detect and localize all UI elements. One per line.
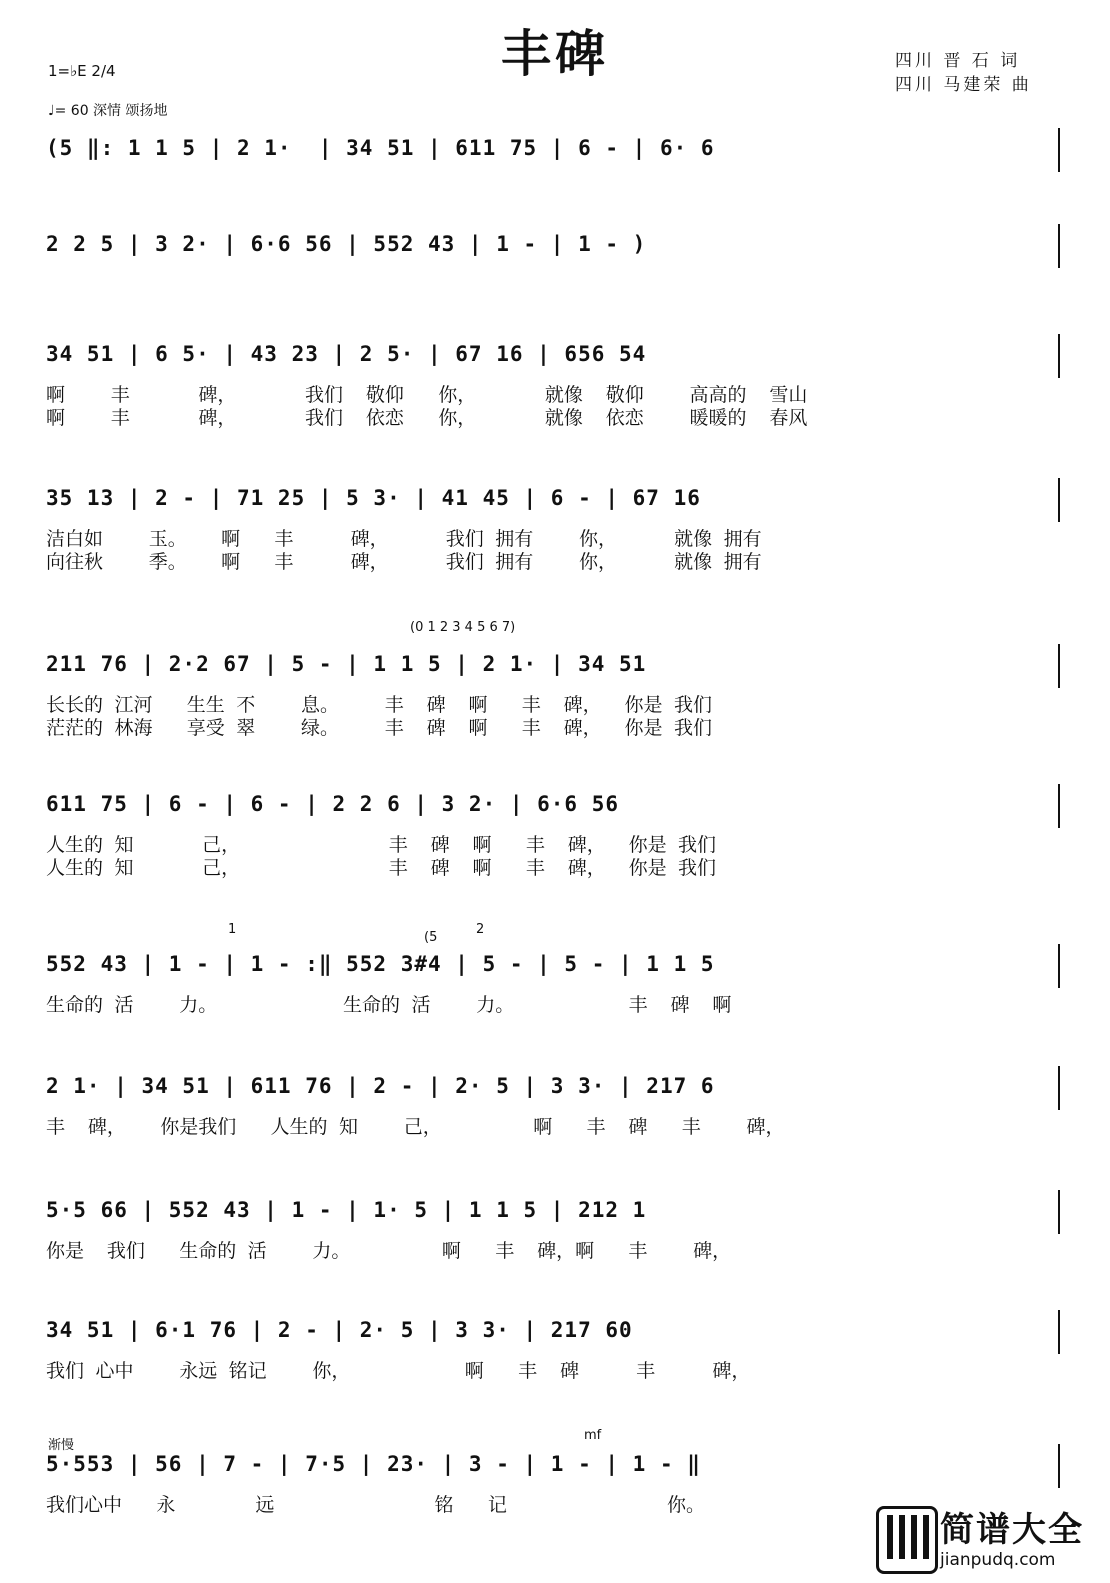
- barline: [1058, 224, 1060, 268]
- notation-line: 5·553 | 56 | 7 - | 7·5 | 23· | 3 - | 1 - | 1 - ‖: [46, 1452, 701, 1476]
- key-signature: 1=♭E 2/4: [48, 62, 116, 80]
- lyric-line: 人生的 知 己， 丰 碑 啊 丰 碑， 你是 我们: [46, 857, 717, 879]
- lyric-line: 啊 丰 碑， 我们 依恋 你， 就像 依恋 暖暖的 春风: [46, 407, 808, 429]
- lyric-line: 你是 我们 生命的 活 力。 啊 丰 碑，啊 丰 碑，: [46, 1240, 732, 1262]
- notation-line: 35 13 | 2 - | 71 25 | 5 3· | 41 45 | 6 - | 67 16: [46, 486, 701, 510]
- run-mark: (0 1 2 3 4 5 6 7): [410, 620, 516, 635]
- barline: [1058, 128, 1060, 172]
- composer-credit: 四川 马建荣 曲: [895, 75, 1032, 95]
- lyric-line: 丰 碑， 你是我们 人生的 知 己， 啊 丰 碑 丰 碑，: [46, 1116, 785, 1138]
- repeat-pickup-mark: (5: [424, 930, 438, 945]
- notation-line: (5 ‖: 1 1 5 | 2 1· | 34 51 | 611 75 | 6 - | 6· 6: [46, 136, 715, 160]
- lyric-line: 我们 心中 永远 铭记 你， 啊 丰 碑 丰 碑，: [46, 1360, 751, 1382]
- lyric-line: 啊 丰 碑， 我们 敬仰 你， 就像 敬仰 高高的 雪山: [46, 384, 808, 406]
- notation-line: 34 51 | 6 5· | 43 23 | 2 5· | 67 16 | 656 54: [46, 342, 647, 366]
- barline: [1058, 478, 1060, 522]
- notation-line: 2 1· | 34 51 | 611 76 | 2 - | 2· 5 | 3 3· | 217 6: [46, 1074, 715, 1098]
- barline: [1058, 1190, 1060, 1234]
- piano-icon: [876, 1506, 938, 1574]
- lyric-line: 长长的 江河 生生 不 息。 丰 碑 啊 丰 碑， 你是 我们: [46, 694, 712, 716]
- notation-line: 211 76 | 2·2 67 | 5 - | 1 1 5 | 2 1· | 34 51: [46, 652, 647, 676]
- notation-line: 34 51 | 6·1 76 | 2 - | 2· 5 | 3 3· | 217 60: [46, 1318, 633, 1342]
- notation-line: 2 2 5 | 3 2· | 6·6 56 | 552 43 | 1 - | 1 - ): [46, 232, 647, 256]
- dynamic-mark: mf: [584, 1428, 602, 1443]
- logo-text: 简谱大全: [940, 1510, 1084, 1550]
- site-logo: [876, 1500, 1101, 1576]
- barline: [1058, 644, 1060, 688]
- ritardando-mark: 渐慢: [48, 1438, 75, 1453]
- lyric-line: 我们心中 永 远 铭 记 你。: [46, 1494, 705, 1516]
- lyric-line: 生命的 活 力。 生命的 活 力。 丰 碑 啊: [46, 994, 732, 1016]
- barline: [1058, 944, 1060, 988]
- ending-2-mark: 2: [476, 922, 485, 937]
- notation-line: 552 43 | 1 - | 1 - :‖ 552 3#4 | 5 - | 5 - | 1 1 5: [46, 952, 715, 976]
- tempo-marking: ♩= 60 深情 颂扬地: [48, 103, 168, 119]
- barline: [1058, 334, 1060, 378]
- ending-1-mark: 1: [228, 922, 237, 937]
- notation-line: 611 75 | 6 - | 6 - | 2 2 6 | 3 2· | 6·6 56: [46, 792, 620, 816]
- lyric-line: 人生的 知 己， 丰 碑 啊 丰 碑， 你是 我们: [46, 834, 717, 856]
- barline: [1058, 1444, 1060, 1488]
- notation-line: 5·5 66 | 552 43 | 1 - | 1· 5 | 1 1 5 | 212 1: [46, 1198, 647, 1222]
- lyricist-credit: 四川 晋 石 词: [895, 51, 1021, 71]
- barline: [1058, 1310, 1060, 1354]
- barline: [1058, 784, 1060, 828]
- lyric-line: 洁白如 玉。 啊 丰 碑， 我们 拥有 你， 就像 拥有: [46, 528, 762, 550]
- logo-url: jianpudq.com: [940, 1550, 1056, 1570]
- page-title: 丰碑: [501, 25, 609, 83]
- barline: [1058, 1066, 1060, 1110]
- lyric-line: 茫茫的 林海 享受 翠 绿。 丰 碑 啊 丰 碑， 你是 我们: [46, 717, 712, 739]
- lyric-line: 向往秋 季。 啊 丰 碑， 我们 拥有 你， 就像 拥有: [46, 551, 762, 573]
